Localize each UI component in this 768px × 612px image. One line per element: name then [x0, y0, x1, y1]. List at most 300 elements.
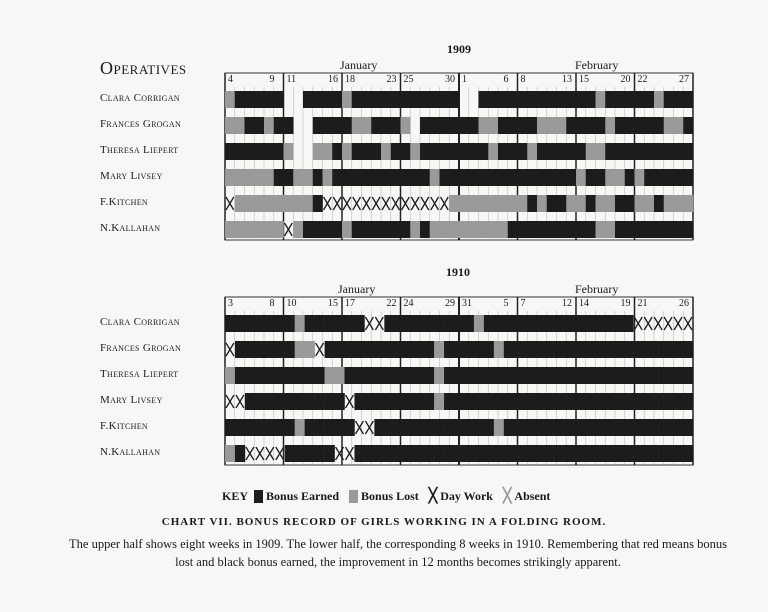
bonus-earned-mark	[364, 445, 374, 462]
bonus-earned-mark	[524, 393, 534, 410]
bonus-earned-mark	[434, 445, 444, 462]
legend-label: Bonus Earned	[266, 489, 340, 503]
bonus-earned-mark	[454, 445, 464, 462]
bonus-earned-mark	[342, 117, 352, 134]
bonus-earned-mark	[295, 393, 305, 410]
bonus-earned-mark	[644, 169, 654, 186]
week-start-label: 15	[579, 74, 589, 85]
bonus-earned-mark	[440, 143, 450, 160]
bonus-lost-mark	[664, 117, 674, 134]
bonus-earned-mark	[384, 419, 394, 436]
bonus-earned-mark	[504, 367, 514, 384]
bonus-earned-mark	[394, 315, 404, 332]
bonus-earned-mark	[315, 367, 325, 384]
bonus-earned-mark	[635, 117, 645, 134]
bonus-earned-mark	[603, 393, 613, 410]
bonus-earned-mark	[518, 221, 528, 238]
bonus-earned-mark	[557, 143, 567, 160]
bonus-earned-mark	[434, 315, 444, 332]
bonus-earned-mark	[323, 117, 333, 134]
bonus-lost-mark	[576, 169, 586, 186]
bonus-earned-mark	[245, 117, 255, 134]
bonus-earned-mark	[394, 367, 404, 384]
week-start-label: 14	[579, 298, 589, 309]
bonus-earned-mark	[514, 341, 524, 358]
bonus-earned-mark	[494, 393, 504, 410]
bonus-earned-mark	[593, 393, 603, 410]
bonus-lost-mark	[264, 117, 274, 134]
bonus-earned-mark	[449, 169, 459, 186]
bonus-earned-mark	[514, 393, 524, 410]
week-end-label: 16	[328, 74, 338, 85]
caption-title: CHART VII. BONUS RECORD OF GIRLS WORKING IN A FOLDING ROOM.	[161, 516, 607, 528]
bonus-lost-mark	[264, 221, 274, 238]
bonus-earned-mark	[518, 117, 528, 134]
bonus-lost-mark	[459, 221, 469, 238]
bonus-earned-mark	[325, 445, 335, 462]
bonus-lost-mark	[264, 195, 274, 212]
bonus-earned-mark	[653, 341, 663, 358]
bonus-earned-mark	[474, 341, 484, 358]
bonus-earned-mark	[625, 143, 635, 160]
bonus-earned-mark	[605, 143, 615, 160]
bonus-lost-mark	[254, 195, 264, 212]
bonus-earned-mark	[315, 419, 325, 436]
bonus-earned-mark	[245, 341, 255, 358]
bonus-earned-mark	[625, 169, 635, 186]
bonus-earned-mark	[623, 341, 633, 358]
bonus-earned-mark	[371, 169, 381, 186]
bonus-earned-mark	[404, 393, 414, 410]
bonus-earned-mark	[394, 341, 404, 358]
bonus-earned-mark	[514, 445, 524, 462]
bonus-earned-mark	[313, 221, 323, 238]
operative-name: Theresa Liepert	[100, 144, 179, 156]
bonus-earned-mark	[274, 117, 284, 134]
bonus-earned-mark	[527, 221, 537, 238]
bonus-earned-mark	[313, 195, 323, 212]
bonus-earned-mark	[643, 367, 653, 384]
bonus-earned-mark	[444, 341, 454, 358]
week-end-label: 13	[562, 74, 572, 85]
bonus-lost-mark	[225, 91, 235, 108]
bonus-earned-mark	[430, 91, 440, 108]
week-end-label: 6	[503, 74, 509, 85]
bonus-earned-mark	[391, 117, 401, 134]
bonus-earned-mark	[332, 169, 342, 186]
bonus-lost-mark	[664, 195, 674, 212]
bonus-earned-mark	[474, 445, 484, 462]
bonus-earned-mark	[285, 419, 295, 436]
bonus-earned-mark	[586, 195, 596, 212]
bonus-earned-mark	[613, 341, 623, 358]
bonus-earned-mark	[354, 393, 364, 410]
bonus-lost-mark	[596, 91, 606, 108]
bonus-earned-mark	[635, 91, 645, 108]
bonus-earned-mark	[583, 393, 593, 410]
bonus-lost-mark	[342, 221, 352, 238]
bonus-earned-mark	[371, 143, 381, 160]
bonus-earned-mark	[625, 221, 635, 238]
bonus-earned-mark	[654, 221, 664, 238]
week-start-label: 3	[228, 298, 233, 309]
bonus-lost-mark	[352, 117, 362, 134]
bonus-earned-mark	[315, 393, 325, 410]
bonus-lost-mark	[488, 143, 498, 160]
bonus-lost-mark	[498, 221, 508, 238]
bonus-earned-mark	[391, 91, 401, 108]
bonus-earned-mark	[544, 393, 554, 410]
bonus-earned-mark	[605, 91, 615, 108]
week-end-label: 12	[562, 298, 572, 309]
bonus-lost-mark	[434, 341, 444, 358]
bonus-earned-mark	[537, 143, 547, 160]
bonus-earned-mark	[362, 221, 372, 238]
bonus-earned-mark	[494, 367, 504, 384]
bonus-earned-mark	[683, 419, 693, 436]
bonus-lost-mark	[293, 221, 303, 238]
bonus-earned-mark	[566, 221, 576, 238]
bonus-earned-mark	[586, 91, 596, 108]
bonus-earned-mark	[362, 91, 372, 108]
operative-name: Theresa Liepert	[100, 368, 179, 380]
bonus-earned-mark	[305, 445, 315, 462]
bonus-earned-mark	[354, 315, 364, 332]
bonus-earned-mark	[653, 419, 663, 436]
bonus-earned-mark	[335, 419, 345, 436]
bonus-earned-mark	[534, 315, 544, 332]
legend-label: Day Work	[440, 489, 493, 503]
bonus-earned-mark	[603, 367, 613, 384]
bonus-earned-mark	[401, 169, 411, 186]
bonus-earned-mark	[527, 117, 537, 134]
bonus-earned-mark	[424, 445, 434, 462]
bonus-earned-mark	[381, 117, 391, 134]
bonus-earned-mark	[554, 393, 564, 410]
bonus-earned-mark	[566, 169, 576, 186]
bonus-earned-mark	[285, 445, 295, 462]
bonus-earned-mark	[414, 445, 424, 462]
bonus-earned-mark	[225, 143, 235, 160]
bonus-earned-mark	[484, 419, 494, 436]
bonus-earned-mark	[583, 367, 593, 384]
bonus-lost-mark	[235, 117, 245, 134]
bonus-earned-mark	[275, 393, 285, 410]
bonus-lost-mark	[488, 117, 498, 134]
bonus-lost-mark	[654, 91, 664, 108]
bonus-earned-mark	[414, 419, 424, 436]
week-end-label: 9	[269, 74, 275, 85]
bonus-earned-mark	[255, 419, 265, 436]
operative-name: F.Kitchen	[100, 420, 148, 432]
bonus-earned-mark	[484, 393, 494, 410]
bonus-earned-mark	[514, 419, 524, 436]
bonus-lost-mark	[494, 341, 504, 358]
bonus-earned-mark	[265, 367, 275, 384]
bonus-earned-mark	[644, 221, 654, 238]
bonus-earned-mark	[424, 341, 434, 358]
bonus-earned-mark	[479, 143, 489, 160]
bonus-earned-mark	[527, 91, 537, 108]
bonus-earned-mark	[623, 367, 633, 384]
bonus-earned-mark	[583, 419, 593, 436]
bonus-lost-mark	[295, 341, 305, 358]
month-label: February	[575, 282, 619, 296]
bonus-earned-mark	[381, 169, 391, 186]
bonus-lost-mark	[479, 221, 489, 238]
chart-heading: Operatives	[100, 58, 187, 78]
bonus-earned-mark	[235, 91, 245, 108]
bonus-lost-mark	[430, 221, 440, 238]
bonus-earned-mark	[564, 315, 574, 332]
bonus-earned-mark	[494, 445, 504, 462]
bonus-earned-mark	[504, 445, 514, 462]
bonus-earned-mark	[683, 367, 693, 384]
bonus-earned-mark	[245, 315, 255, 332]
bonus-earned-mark	[440, 169, 450, 186]
bonus-earned-mark	[564, 445, 574, 462]
bonus-earned-mark	[653, 393, 663, 410]
bonus-earned-mark	[440, 117, 450, 134]
bonus-earned-mark	[404, 367, 414, 384]
bonus-earned-mark	[444, 367, 454, 384]
bonus-earned-mark	[576, 143, 586, 160]
bonus-earned-mark	[593, 445, 603, 462]
bonus-earned-mark	[603, 341, 613, 358]
bonus-lost-mark	[245, 169, 255, 186]
bonus-earned-mark	[643, 393, 653, 410]
bonus-earned-mark	[464, 315, 474, 332]
bonus-earned-mark	[235, 315, 245, 332]
bonus-earned-mark	[454, 419, 464, 436]
bonus-earned-mark	[285, 393, 295, 410]
bonus-earned-mark	[245, 91, 255, 108]
bonus-earned-mark	[344, 367, 354, 384]
bonus-earned-mark	[534, 393, 544, 410]
bonus-earned-mark	[264, 91, 274, 108]
bonus-earned-mark	[325, 393, 335, 410]
bonus-earned-mark	[325, 419, 335, 436]
bonus-earned-mark	[674, 91, 684, 108]
bonus-earned-mark	[275, 315, 285, 332]
bonus-earned-mark	[274, 169, 284, 186]
bonus-earned-mark	[683, 169, 693, 186]
bonus-earned-mark	[654, 195, 664, 212]
bonus-earned-mark	[352, 221, 362, 238]
bonus-earned-mark	[554, 445, 564, 462]
bonus-earned-mark	[654, 143, 664, 160]
bonus-earned-mark	[374, 341, 384, 358]
bonus-earned-mark	[394, 445, 404, 462]
bonus-earned-mark	[613, 367, 623, 384]
bonus-earned-mark	[673, 393, 683, 410]
bonus-earned-mark	[663, 393, 673, 410]
week-start-label: 8	[520, 74, 526, 85]
bonus-earned-mark	[576, 221, 586, 238]
bonus-earned-mark	[683, 117, 693, 134]
caption-body: The upper half shows eight weeks in 1909. The lower half, the corresponding 8 weeks in 1910. Remembering that red means bonus lost and black bonus earned, the improvement in 12 months becomes strikingly apparent.	[69, 537, 727, 569]
bonus-earned-mark	[557, 221, 567, 238]
bonus-earned-mark	[454, 367, 464, 384]
bonus-lost-mark	[235, 221, 245, 238]
bonus-earned-mark	[323, 221, 333, 238]
bonus-lost-mark	[295, 315, 305, 332]
bonus-earned-mark	[245, 143, 255, 160]
bonus-lost-mark	[605, 195, 615, 212]
bonus-earned-mark	[430, 143, 440, 160]
bonus-earned-mark	[644, 91, 654, 108]
bonus-earned-mark	[315, 445, 325, 462]
week-start-label: 1	[462, 74, 467, 85]
bonus-lost-mark	[518, 195, 528, 212]
week-end-label: 26	[679, 298, 689, 309]
bonus-earned-mark	[474, 393, 484, 410]
bonus-earned-mark	[459, 117, 469, 134]
bonus-earned-mark	[305, 393, 315, 410]
bonus-lost-mark	[284, 195, 294, 212]
bonus-lost-mark	[325, 367, 335, 384]
bonus-lost-mark	[434, 367, 444, 384]
week-end-label: 27	[679, 74, 689, 85]
bonus-earned-mark	[484, 341, 494, 358]
bonus-earned-mark	[313, 169, 323, 186]
bonus-lost-mark	[254, 169, 264, 186]
bonus-lost-mark	[566, 195, 576, 212]
bonus-earned-mark	[537, 169, 547, 186]
bonus-lost-mark	[254, 221, 264, 238]
bonus-earned-mark	[498, 169, 508, 186]
operative-name: F.Kitchen	[100, 196, 148, 208]
bonus-lost-mark	[449, 195, 459, 212]
bonus-earned-mark	[494, 315, 504, 332]
bonus-earned-mark	[557, 91, 567, 108]
bonus-earned-mark	[454, 393, 464, 410]
bonus-earned-mark	[583, 315, 593, 332]
bonus-earned-mark	[285, 315, 295, 332]
bonus-earned-mark	[488, 169, 498, 186]
bonus-earned-mark	[524, 341, 534, 358]
bonus-earned-mark	[454, 341, 464, 358]
bonus-lost-mark	[295, 419, 305, 436]
operative-name: Mary Livsey	[100, 394, 163, 406]
bonus-earned-mark	[586, 221, 596, 238]
legend-item	[349, 489, 419, 504]
bonus-earned-mark	[371, 221, 381, 238]
bonus-lost-mark	[430, 169, 440, 186]
bonus-earned-mark	[615, 195, 625, 212]
bonus-lost-mark	[635, 195, 645, 212]
bonus-earned-mark	[464, 341, 474, 358]
bonus-lost-mark	[527, 143, 537, 160]
bonus-earned-mark	[644, 143, 654, 160]
bonus-earned-mark	[615, 91, 625, 108]
bonus-lost-mark	[605, 169, 615, 186]
operative-name: Frances Grogan	[100, 118, 182, 130]
bonus-lost-mark	[381, 143, 391, 160]
week-start-label: 24	[403, 298, 414, 309]
bonus-lost-mark	[264, 169, 274, 186]
bonus-earned-mark	[498, 117, 508, 134]
bonus-earned-mark	[275, 419, 285, 436]
bonus-earned-mark	[284, 169, 294, 186]
bonus-lost-mark	[303, 169, 313, 186]
bonus-earned-mark	[325, 341, 335, 358]
bonus-earned-mark	[537, 91, 547, 108]
week-end-label: 29	[445, 298, 455, 309]
year-label: 1910	[446, 265, 470, 279]
bonus-earned-mark	[401, 91, 411, 108]
bonus-earned-mark	[615, 143, 625, 160]
bonus-lost-mark	[274, 221, 284, 238]
bonus-earned-mark	[254, 143, 264, 160]
week-start-label: 18	[345, 74, 355, 85]
bonus-earned-mark	[596, 169, 606, 186]
bonus-earned-mark	[683, 393, 693, 410]
bonus-earned-mark	[524, 419, 534, 436]
bonus-lost-mark	[469, 195, 479, 212]
bonus-earned-mark	[593, 419, 603, 436]
bonus-earned-mark	[354, 341, 364, 358]
bonus-lost-mark	[498, 195, 508, 212]
bonus-lost-mark	[323, 143, 333, 160]
bonus-lost-mark	[469, 221, 479, 238]
bonus-earned-mark	[285, 341, 295, 358]
bonus-earned-mark	[508, 91, 518, 108]
week-start-label: 11	[286, 74, 297, 85]
week-end-label: 15	[328, 298, 338, 309]
bonus-earned-mark	[384, 341, 394, 358]
bonus-earned-mark	[265, 315, 275, 332]
legend-key-label: KEY	[222, 489, 249, 503]
operative-name: N.Kallahan	[100, 446, 161, 458]
bonus-earned-mark	[335, 315, 345, 332]
bonus-earned-mark	[364, 367, 374, 384]
bonus-earned-mark	[633, 445, 643, 462]
bonus-earned-mark	[454, 315, 464, 332]
bonus-earned-mark	[547, 143, 557, 160]
week-start-label: 31	[462, 298, 472, 309]
week-start-label: 25	[403, 74, 414, 85]
bonus-earned-mark	[332, 221, 342, 238]
bonus-earned-mark	[574, 315, 584, 332]
bonus-earned-mark	[335, 393, 345, 410]
bonus-earned-mark	[371, 117, 381, 134]
bonus-lost-mark	[335, 367, 345, 384]
bonus-earned-mark	[574, 445, 584, 462]
bonus-earned-mark	[362, 169, 372, 186]
bonus-earned-mark	[295, 445, 305, 462]
bonus-earned-mark	[518, 169, 528, 186]
bonus-earned-mark	[323, 91, 333, 108]
bonus-earned-mark	[303, 91, 313, 108]
bonus-earned-mark	[633, 393, 643, 410]
bonus-lost-mark	[235, 195, 245, 212]
week-start-label: 4	[228, 74, 233, 85]
bonus-earned-mark	[354, 367, 364, 384]
bonus-earned-mark	[274, 91, 284, 108]
bonus-lost-mark	[508, 195, 518, 212]
bonus-earned-mark	[683, 221, 693, 238]
week-end-label: 30	[445, 74, 455, 85]
bonus-earned-mark	[404, 315, 414, 332]
week-end-label: 8	[269, 298, 275, 309]
bonus-earned-mark	[576, 91, 586, 108]
bonus-lost-mark	[225, 445, 235, 462]
bonus-earned-mark	[444, 315, 454, 332]
bonus-earned-mark	[459, 169, 469, 186]
bonus-earned-mark	[547, 195, 557, 212]
bonus-earned-mark	[557, 169, 567, 186]
